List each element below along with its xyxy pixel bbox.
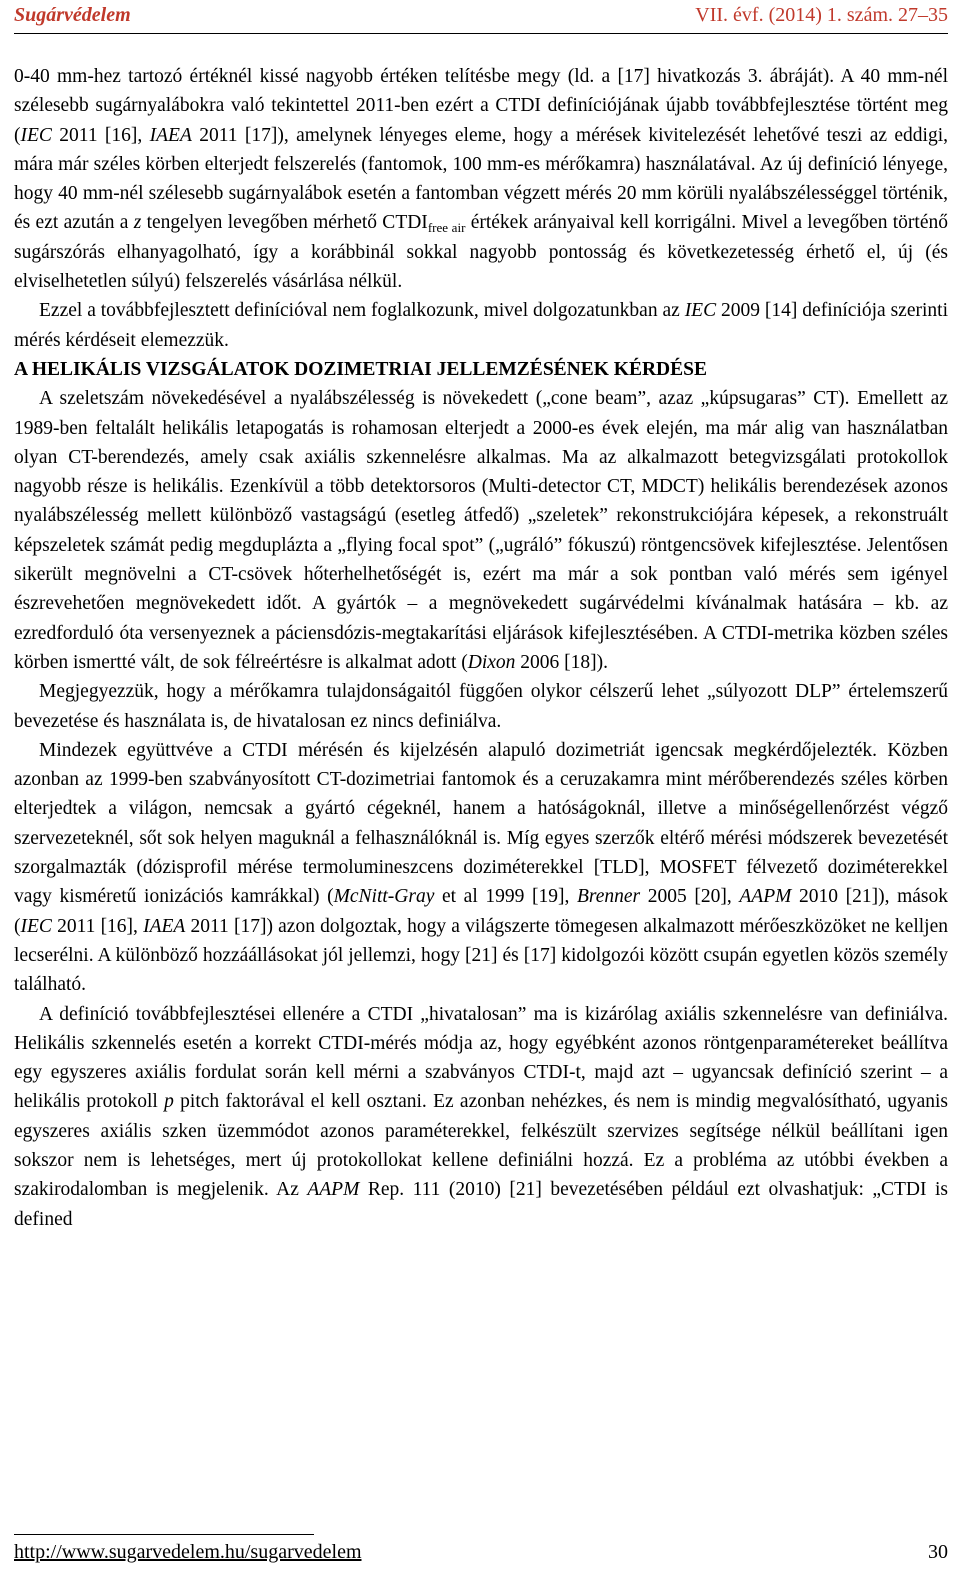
section-heading: A HELIKÁLIS VIZSGÁLATOK DOZIMETRIAI JELLEMZÉSÉNEK KÉRDÉSE [14,358,707,380]
paragraph-4: Megjegyezzük, hogy a mérőkamra tulajdonságaitól függően olykor célszerű lehet „súlyozott DLP” értelemszerű bevezetése és használata is, de hivatalosan ez nincs definiálva. [14,681,948,732]
journal-title: Sugárvédelem [14,4,131,26]
footer-link[interactable]: http://www.sugarvedelem.hu/sugarvedelem [14,1541,362,1563]
paragraph-2: Ezzel a továbbfejlesztett definícióval nem foglalkozunk, mivel dolgozatunkban az IEC 2009 [14] definíciója szerinti mérés kérdéseit elemezzük. [14,300,948,351]
issue-info: VII. évf. (2014) 1. szám. 27–35 [695,4,948,26]
page-number: 30 [928,1541,948,1563]
header-rule [14,33,948,34]
paragraph-6: A definíció továbbfejlesztései ellenére a CTDI „hivatalosan” ma is kizárólag axiális szkennelésre van definiálva. Helikális szkennelés esetén a korrekt CTDI-mérés módja az, hogy egyébként azonos röntgenparamétereket beállítva egy egyszeres axiális fordulat során kell mérni a szabványos CTDI-t, majd azt – ugyancsak definíció szerint – a helikális protokoll p pitch faktorával el kell osztani. Ez azonban nehézkes, és nem is mindig megvalósítható, ugyanis egyszeres axiális szken üzemmódot azonos paraméterekkel, felkészült szervizes segítsége nélkül beállítani igen sokszor nem is lehetséges, mert új protokollokat kellene definiálni hozzá. Ez a probléma az utóbbi években a szakirodalomban is megjelenik. Az AAPM Rep. 111 (2010) [21] bevezetésében például ezt olvashatjuk: „CTDI is defined [14,1003,948,1230]
article-body [14,62,948,1234]
paragraph-5: Mindezek együttvéve a CTDI mérésén és kijelzésén alapuló dozimetriát igencsak megkérdőjelezték. Közben azonban az 1999-ben szabványosított CT-dozimetriai fantomok és a ceruzakamra mint mérőberendezés széles körben elterjedtek a világon, nemcsak a gyártó cégeknél, hanem a hatóságoknál, illetve a minőségellenőrzést végző szervezeteknél, sőt sok helyen maguknál a felhasználóknál is. Míg egyes szerzők eltérő mérési módszerek bevezetését szorgalmazták (dózisprofil mérése termolumineszcens doziméterekkel [TLD], MOSFET félvezető doziméterekkel vagy kisméretű ionizációs kamrákkal) (McNitt-Gray et al 1999 [19], Brenner 2005 [20], AAPM 2010 [21]), mások (IEC 2011 [16], IAEA 2011 [17]) azon dolgoztak, hogy a világszerte tömegesen alkalmazott mérőeszközöket ne kelljen lecserélni. A különböző hozzáállásokat jól jellemzi, hogy [21] és [17] kidolgozói között csupán egyetlen közös személy található. [14,739,948,996]
page-header [14,2,948,28]
page-footer [14,1538,948,1566]
footer-rule [14,1534,314,1535]
paragraph-1: 0-40 mm-hez tartozó értéknél kissé nagyobb értéken telítésbe megy (ld. a [17] hivatkozás 3. ábráját). A 40 mm-nél szélesebb sugárnyalábokra való tekintettel 2011-ben ezért a CTDI definíciójának újabb továbbfejlesztése történt meg (IEC 2011 [16], IAEA 2011 [17]), amelynek lényeges eleme, hogy a mérések kivitelezését lehetővé teszi az eddigi, mára már széles körben elterjedt felszerelés (fantomok, 100 mm-es mérőkamra) használatával. Az új definíció lényege, hogy 40 mm-nél szélesebb sugárnyalábok esetén a fantomban végzett mérés 20 mm körüli nyalábszélességgel történik, és ezt azután a z tengelyen levegőben mérhető $CTDI_{free air}$ értékek arányaival kell korrigálni. Mivel a levegőben történő sugárszórás elhanyagolható, így a korábbinál sokkal nagyobb pontosság és következetesség érhető el, új (és elviselhetetlen súlyú) felszerelés vásárlása nélkül. [14,66,948,293]
paragraph-3: A szeletszám növekedésével a nyalábszélesség is növekedett („cone beam”, azaz „kúpsugaras” CT). Emellett az 1989-ben feltalált helikális letapogatás is rohamosan elterjedt a 2000-es évek elején, ma már alig van használatban olyan CT-berendezés, amely csak axiális szkennelésre alkalmas. Ma az alkalmazott betegvizsgálati protokollok nagyobb része is helikális. Ezenkívül a több detektorsoros (Multi-detector CT, MDCT) helikális berendezések azonos nyalábszélesség mellett különböző vastagságú (esetleg átfedő) „szeletek” rekonstrukciójára képesek, a rekonstruált képszeletek számát pedig megduplázta a „flying focal spot” („ugráló” fókuszú) röntgencsövek kifejlesztése. Jelentősen sikerült megnövelni a CT-csövek hőterhelhetőségét is, ezért ma már a sok pontban való mérés sem igényel észrevehetően megnövekedett időt. A gyártók – a megnövekedett sugárvédelmi kívánalmak hatására – kb. az ezredforduló óta versenyeznek a páciensdózis-megtakarítási eljárások kifejlesztésében. A CTDI-metrika közben széles körben ismertté vált, de sok félreértésre is alkalmat adott (Dixon 2006 [18]). [14,388,948,673]
